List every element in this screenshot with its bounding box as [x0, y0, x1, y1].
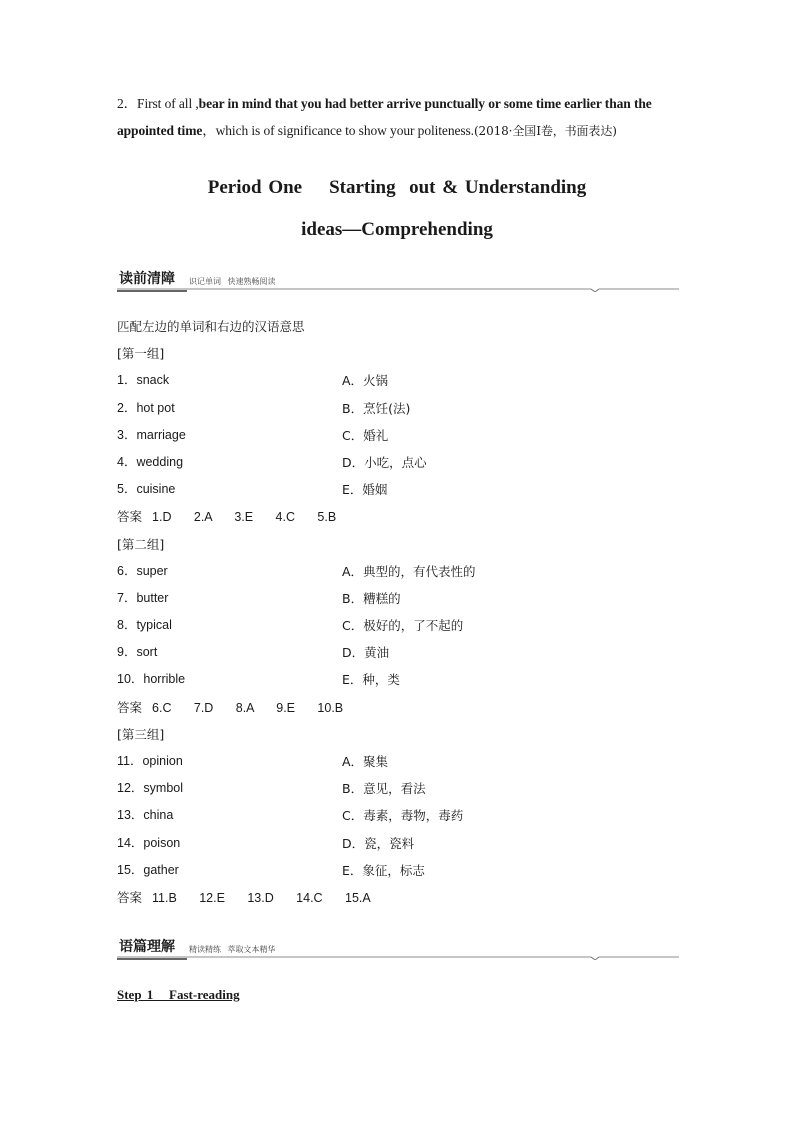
vocab-row — [117, 830, 683, 857]
answer-label: 答案 — [117, 509, 143, 525]
vocab-row — [117, 422, 683, 449]
answer-row — [117, 694, 683, 721]
vocab-meaning: E．婚姻 — [342, 482, 388, 498]
section-header-prereading — [117, 268, 679, 292]
vocab-meaning: A．聚集 — [342, 754, 389, 769]
vocab-word: 6．super — [117, 563, 168, 578]
group-label: [第一组] — [117, 346, 165, 362]
vocab-word: 2．hot pot — [117, 400, 175, 415]
vocab-word: 12．symbol — [117, 781, 183, 796]
vocab-word: 9．sort — [117, 645, 158, 660]
answer-keys: 6.C 7.D 8.A 9.E 10.B — [152, 700, 344, 715]
section-subtitle: 识记单词 快速熟畅阅读 — [189, 277, 276, 286]
vocab-meaning: A．火锅 — [342, 373, 389, 389]
vocab-word: 5．cuisine — [117, 482, 176, 497]
vocab-word: 3．marriage — [117, 427, 186, 442]
vocab-row — [117, 775, 683, 802]
vocab-meaning: B．糟糕的 — [342, 590, 401, 606]
section-divider-line — [117, 954, 679, 960]
vocab-word: 8．typical — [117, 618, 172, 633]
vocab-row — [117, 748, 683, 775]
vocab-row — [117, 367, 683, 394]
intro-prefix: 2．First of all , — [117, 96, 199, 111]
vocab-row — [117, 612, 683, 639]
section-title: 读前清障 — [119, 271, 175, 287]
vocab-meaning: B．烹饪(法) — [342, 400, 411, 416]
answer-keys: 11.B 12.E 13.D 14.C 15.A — [152, 890, 371, 905]
section-subtitle: 精读精练 萃取文本精华 — [189, 945, 276, 954]
vocab-instruction: 匹配左边的单词和右边的汉语意思 — [117, 319, 305, 334]
intro-bold-clause: bear in mind that you had better arrive punctually or some time earlier than the appointed time — [117, 96, 652, 138]
vocab-word: 10．horrible — [117, 672, 186, 687]
vocab-word: 7．butter — [117, 590, 169, 605]
section-title: 语篇理解 — [119, 939, 175, 955]
vocab-row — [117, 857, 683, 884]
intro-middle: ，which is of significance to show your politeness. — [202, 123, 474, 138]
vocab-section — [117, 313, 683, 911]
vocab-row — [117, 449, 683, 476]
vocab-meaning: A．典型的，有代表性的 — [342, 563, 476, 579]
vocab-word: 4．wedding — [117, 454, 184, 469]
vocab-meaning: D．瓷，瓷料 — [342, 835, 415, 851]
vocab-meaning: E．象征，标志 — [342, 862, 425, 878]
page-title-line1: Period One Starting out & Understanding — [207, 177, 587, 198]
vocab-word: 1．snack — [117, 373, 170, 388]
intro-source: (2018·全国Ⅰ卷，书面表达) — [473, 124, 617, 138]
group-label: [第三组] — [117, 726, 165, 742]
vocab-row — [117, 476, 683, 503]
vocab-word: 11．opinion — [117, 754, 183, 768]
vocab-word: 13．china — [117, 808, 174, 823]
vocab-meaning: E．种，类 — [342, 672, 400, 688]
vocab-meaning: D．黄油 — [342, 645, 390, 661]
vocab-meaning: C．婚礼 — [342, 427, 389, 443]
group-label: [第二组] — [117, 536, 165, 552]
intro-sentence — [117, 90, 683, 145]
vocab-row — [117, 558, 683, 585]
answer-label: 答案 — [117, 889, 143, 905]
answer-row — [117, 503, 683, 530]
vocab-row — [117, 802, 683, 829]
vocab-row — [117, 639, 683, 666]
section-header-comprehension — [117, 936, 679, 960]
vocab-word: 14．poison — [117, 835, 181, 850]
answer-row — [117, 884, 683, 911]
vocab-meaning: C．极好的，了不起的 — [342, 618, 464, 634]
vocab-meaning: C．毒素，毒物，毒药 — [342, 808, 464, 824]
answer-label: 答案 — [117, 699, 143, 715]
vocab-meaning: B．意见，看法 — [342, 781, 426, 797]
vocab-meaning: D．小吃，点心 — [342, 454, 427, 470]
page-title-line2: ideas—Comprehending — [301, 219, 493, 240]
vocab-row — [117, 666, 683, 693]
vocab-word: 15．gather — [117, 862, 179, 877]
vocab-row — [117, 585, 683, 612]
answer-keys: 1.D 2.A 3.E 4.C 5.B — [152, 510, 337, 525]
vocab-row — [117, 395, 683, 422]
step-heading: Step 1 Fast-reading — [117, 987, 240, 1002]
section-divider-line — [117, 286, 679, 292]
